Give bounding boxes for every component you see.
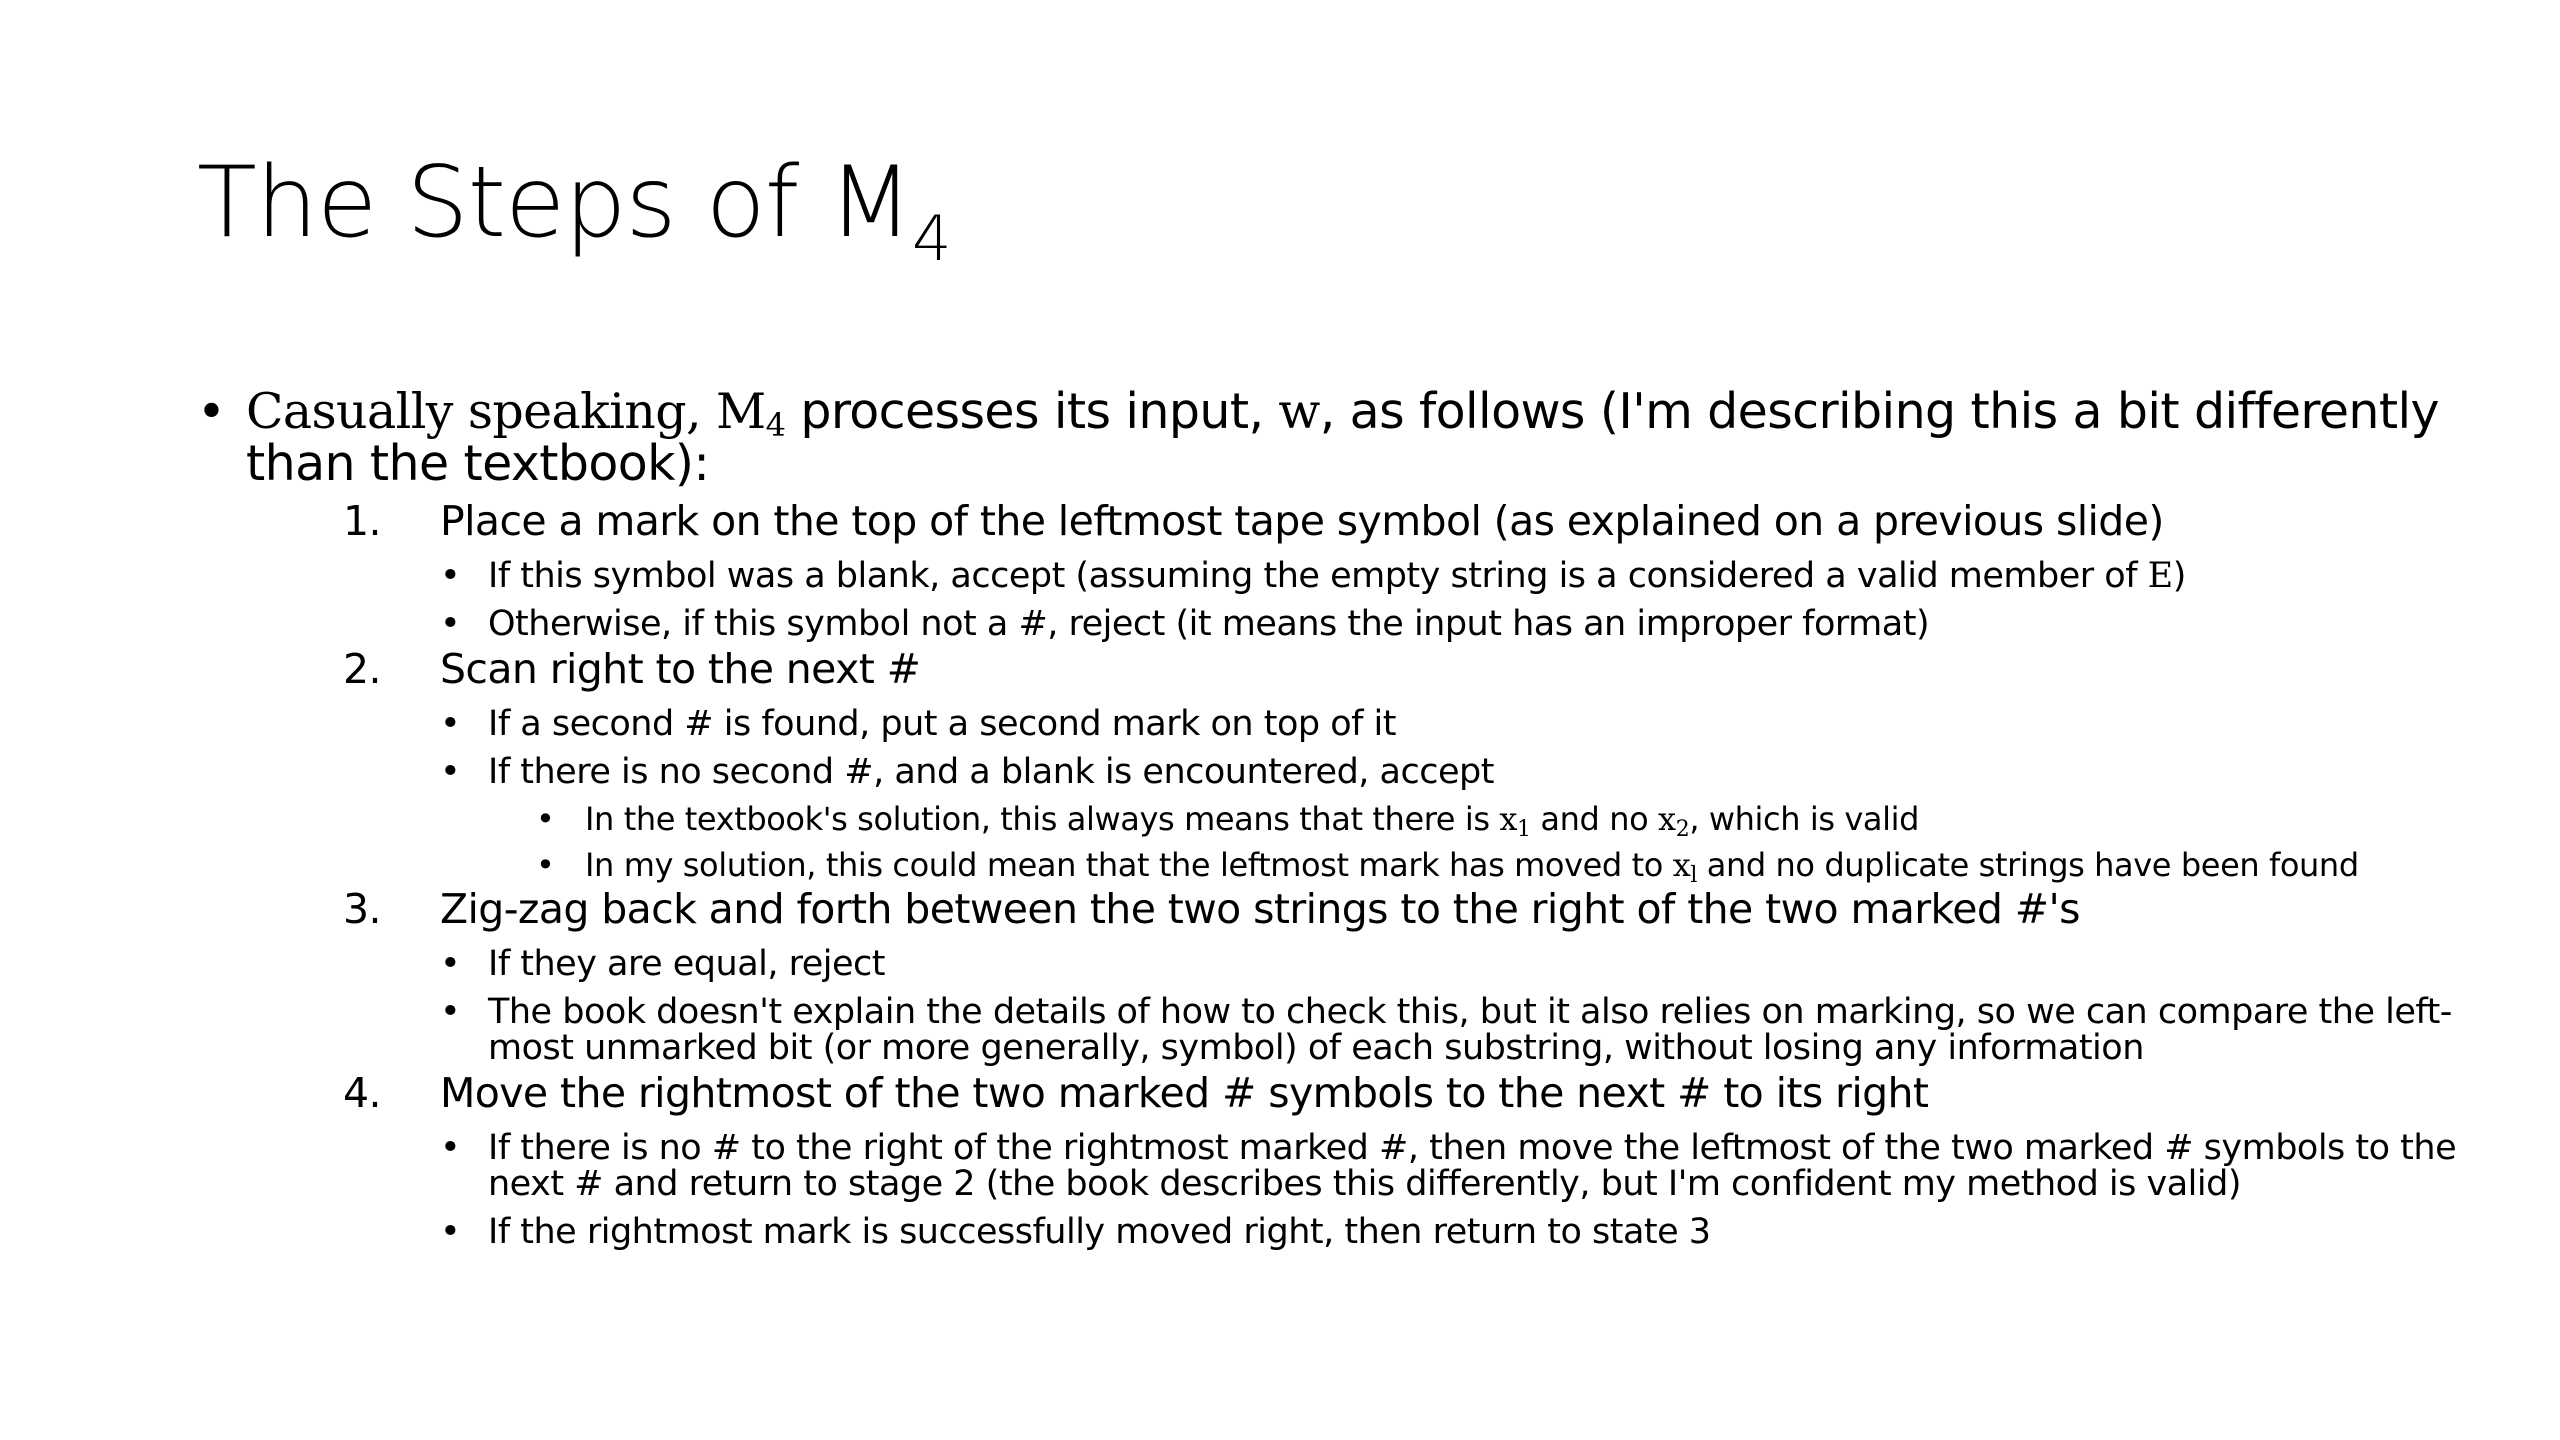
intro-lead: Casually speaking, — [246, 383, 716, 440]
step-sublist — [440, 1130, 2497, 1250]
bullet-icon: • — [440, 604, 461, 644]
sub-bullet-text: If the rightmost mark is successfully moved right, then return to state 3 — [488, 1212, 1711, 1252]
bullet-icon: • — [440, 992, 461, 1032]
step-number: 4. — [343, 1069, 381, 1117]
step-item — [343, 884, 2497, 1066]
subsub-text-b: and no duplicate strings have been found — [1697, 846, 2359, 884]
sub-bullet-close: ) — [2172, 556, 2186, 596]
steps-list — [246, 496, 2497, 1250]
bullet-icon: • — [440, 752, 461, 792]
subsub-text: In my solution, this could mean that the leftmost mark has moved to — [585, 846, 1673, 884]
step-text: Move the rightmost of the two marked # symbols to the next # to its right — [440, 1069, 1929, 1117]
title-subscript: 4 — [911, 202, 951, 275]
sub-bullet — [440, 752, 2497, 888]
subsub-list — [488, 800, 2497, 888]
sub-bullet-text: If there is no # to the right of the rightmost marked #, then move the leftmost of the two marked # symbols to the next # and return to stage 2 (the book describes this differently, but I'm confident my method is valid) — [488, 1128, 2457, 1204]
content-list — [197, 383, 2497, 1252]
step-sublist — [440, 946, 2497, 1066]
bullet-icon: • — [440, 1128, 461, 1168]
var-xl: x — [1672, 846, 1691, 884]
bullet-icon: • — [536, 800, 555, 838]
sub-bullet-text: Otherwise, if this symbol not a #, reject (it means the input has an improper format) — [488, 604, 1930, 644]
sub-bullet — [440, 706, 2497, 742]
subsub-text: In the textbook's solution, this always means that there is — [585, 800, 1500, 838]
step-sublist — [440, 704, 2497, 888]
step-item — [343, 1068, 2497, 1250]
step-number: 3. — [343, 885, 381, 933]
step-item — [343, 496, 2497, 642]
sub-bullet-text: If this symbol was a blank, accept (assuming the empty string is a considered a valid member of — [488, 556, 2148, 596]
var-x2: x — [1658, 800, 1676, 838]
intro-m-subscript: 4 — [765, 406, 786, 444]
bullet-icon: • — [440, 556, 461, 596]
subsub-text-b: and no — [1530, 800, 1659, 838]
bullet-icon: • — [536, 846, 555, 884]
var-xl-sub: l — [1690, 863, 1697, 888]
sub-bullet — [440, 558, 2497, 594]
sub-bullet-text: If they are equal, reject — [488, 944, 886, 984]
intro-w: w — [1278, 383, 1320, 440]
step-text: Scan right to the next # — [440, 645, 921, 693]
subsub-bullet — [536, 800, 2497, 842]
sub-bullet — [440, 1130, 2497, 1202]
step-text: Place a mark on the top of the leftmost tape symbol (as explained on a previous slide) — [440, 497, 2164, 545]
sub-bullet — [440, 994, 2497, 1066]
intro-tail: , as follows (I'm describing this a bit differently than the textbook): — [246, 383, 2439, 492]
sub-bullet-text: If there is no second #, and a blank is encountered, accept — [488, 752, 1494, 792]
sub-bullet — [440, 946, 2497, 982]
bullet-icon: • — [440, 704, 461, 744]
intro-m: M — [716, 383, 766, 440]
sub-bullet-e: E — [2147, 556, 2173, 596]
var-x2-sub: 2 — [1675, 817, 1690, 842]
sub-bullet-text: If a second # is found, put a second mark on top of it — [488, 704, 1397, 744]
bullet-icon: • — [440, 1212, 461, 1252]
step-sublist — [440, 558, 2497, 642]
step-item — [343, 644, 2497, 888]
sub-bullet-text: The book doesn't explain the details of how to check this, but it also relies on marking, so we can compare the left-most unmarked bit (or more generally, symbol) of each substring, without losing any information — [488, 992, 2452, 1068]
subsub-bullet — [536, 846, 2497, 888]
title-text: The Steps of M — [197, 146, 912, 260]
bullet-icon: • — [440, 944, 461, 984]
var-x1-sub: 1 — [1517, 817, 1531, 842]
sub-bullet — [440, 606, 2497, 642]
var-x1: x — [1499, 800, 1518, 838]
intro-rest: processes its input, — [785, 383, 1279, 440]
bullet-icon: • — [197, 383, 226, 440]
step-number: 2. — [343, 645, 381, 693]
step-text: Zig-zag back and forth between the two strings to the right of the two marked #'s — [440, 885, 2080, 933]
subsub-text-c: , which is valid — [1689, 800, 1920, 838]
step-number: 1. — [343, 497, 381, 545]
intro-bullet — [197, 383, 2497, 1252]
sub-bullet — [440, 1214, 2497, 1250]
slide-title — [197, 146, 951, 275]
